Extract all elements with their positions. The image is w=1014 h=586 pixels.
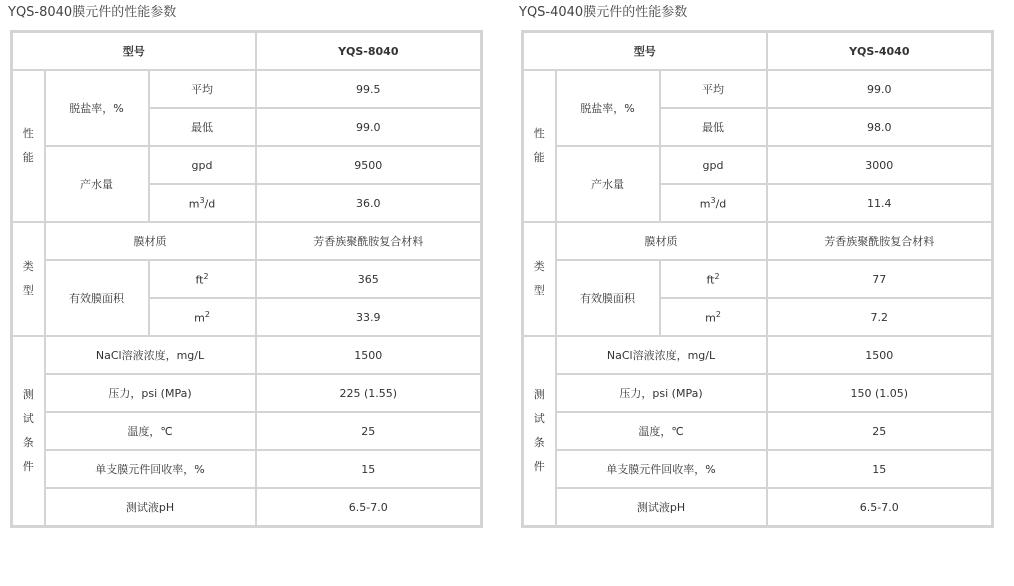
model-number: YQS-4040 (767, 32, 993, 71)
effective-area-label: 有效膜面积 (556, 260, 660, 336)
model-number: YQS-8040 (256, 32, 482, 71)
spec-panel-8040 (10, 0, 483, 528)
minimum-label: 最低 (660, 108, 767, 146)
recovery-value: 15 (256, 450, 482, 488)
nacl-label: NaCl溶液浓度，mg/L (556, 336, 767, 374)
group-test-conditions: 测 试 条 件 (12, 336, 45, 527)
recovery-label: 单支膜元件回收率，% (45, 450, 256, 488)
m2-value: 7.2 (767, 298, 993, 336)
model-header-label: 型号 (12, 32, 256, 71)
table-row (12, 222, 482, 260)
water-production-label: 产水量 (556, 146, 660, 222)
material-label: 膜材质 (556, 222, 767, 260)
table-row (523, 412, 993, 450)
material-label: 膜材质 (45, 222, 256, 260)
group-performance: 性 能 (12, 70, 45, 222)
model-header-label: 型号 (523, 32, 767, 71)
minimum-value: 99.0 (256, 108, 482, 146)
table-row (523, 222, 993, 260)
minimum-value: 98.0 (767, 108, 993, 146)
table-row (12, 260, 482, 298)
spec-table (10, 30, 483, 528)
gpd-value: 3000 (767, 146, 993, 184)
nacl-value: 1500 (767, 336, 993, 374)
average-label: 平均 (660, 70, 767, 108)
table-caption: YQS-4040膜元件的性能参数 (519, 5, 688, 20)
m2-value: 33.9 (256, 298, 482, 336)
group-type: 类 型 (523, 222, 556, 336)
average-value: 99.5 (256, 70, 482, 108)
table-row (523, 260, 993, 298)
m3-per-day-value: 11.4 (767, 184, 993, 222)
ft2-unit: $ft^2$ (660, 260, 767, 298)
ft2-value: 77 (767, 260, 993, 298)
table-row (523, 450, 993, 488)
pressure-label: 压力，psi (MPa) (45, 374, 256, 412)
gpd-unit: gpd (660, 146, 767, 184)
group-type: 类 型 (12, 222, 45, 336)
recovery-value: 15 (767, 450, 993, 488)
ph-label: 测试液pH (45, 488, 256, 527)
ph-value: 6.5-7.0 (256, 488, 482, 527)
gpd-unit: gpd (149, 146, 256, 184)
material-value: 芳香族聚酰胺复合材料 (767, 222, 993, 260)
table-row (523, 488, 993, 527)
average-value: 99.0 (767, 70, 993, 108)
minimum-label: 最低 (149, 108, 256, 146)
table-row (523, 70, 993, 108)
group-performance: 性 能 (523, 70, 556, 222)
spec-panel-4040 (521, 0, 994, 528)
table-row (12, 488, 482, 527)
table-row (523, 374, 993, 412)
table-row (12, 336, 482, 374)
salt-rejection-label: 脱盐率，% (45, 70, 149, 146)
table-row (12, 32, 482, 71)
gpd-value: 9500 (256, 146, 482, 184)
m2-unit: $m^2$ (149, 298, 256, 336)
material-value: 芳香族聚酰胺复合材料 (256, 222, 482, 260)
table-row (523, 32, 993, 71)
m3-per-day-unit: $m^3/d$ (149, 184, 256, 222)
salt-rejection-label: 脱盐率，% (556, 70, 660, 146)
temperature-value: 25 (256, 412, 482, 450)
table-row (12, 70, 482, 108)
pressure-value: 225 (1.55) (256, 374, 482, 412)
ph-label: 测试液pH (556, 488, 767, 527)
table-row (12, 374, 482, 412)
nacl-label: NaCl溶液浓度，mg/L (45, 336, 256, 374)
temperature-label: 温度，℃ (45, 412, 256, 450)
average-label: 平均 (149, 70, 256, 108)
ft2-value: 365 (256, 260, 482, 298)
effective-area-label: 有效膜面积 (45, 260, 149, 336)
water-production-label: 产水量 (45, 146, 149, 222)
m2-unit: $m^2$ (660, 298, 767, 336)
pressure-value: 150 (1.05) (767, 374, 993, 412)
recovery-label: 单支膜元件回收率，% (556, 450, 767, 488)
temperature-value: 25 (767, 412, 993, 450)
ph-value: 6.5-7.0 (767, 488, 993, 527)
m3-per-day-unit: $m^3/d$ (660, 184, 767, 222)
table-row (12, 412, 482, 450)
pressure-label: 压力，psi (MPa) (556, 374, 767, 412)
table-caption: YQS-8040膜元件的性能参数 (8, 5, 177, 20)
group-test-conditions: 测 试 条 件 (523, 336, 556, 527)
ft2-unit: $ft^2$ (149, 260, 256, 298)
spec-table (521, 30, 994, 528)
nacl-value: 1500 (256, 336, 482, 374)
table-row (523, 146, 993, 184)
table-row (12, 450, 482, 488)
table-row (12, 146, 482, 184)
table-row (523, 336, 993, 374)
m3-per-day-value: 36.0 (256, 184, 482, 222)
temperature-label: 温度，℃ (556, 412, 767, 450)
